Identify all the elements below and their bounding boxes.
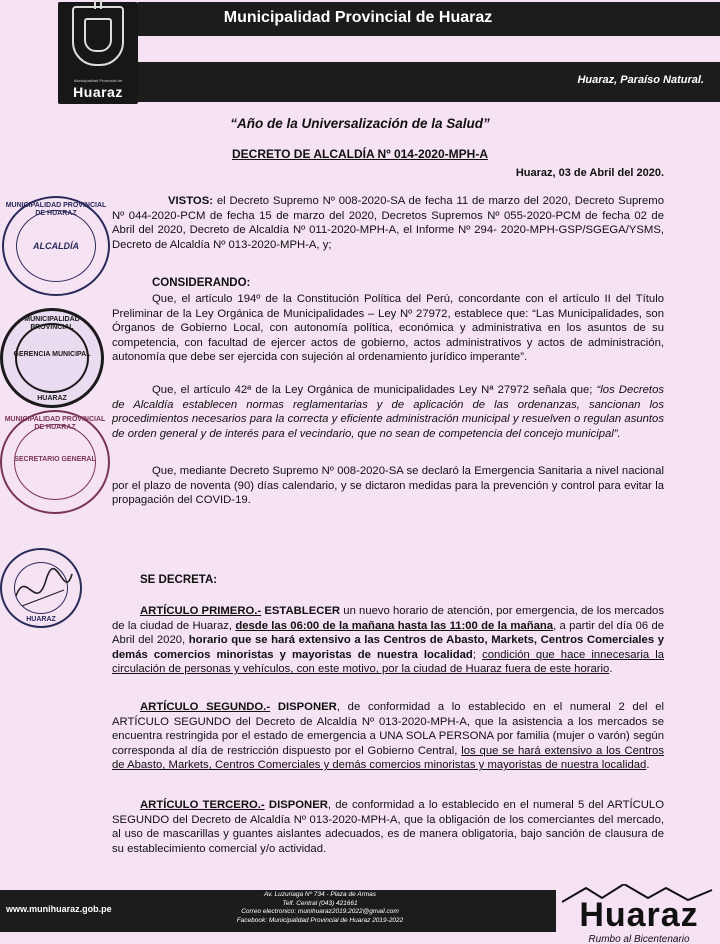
vistos-label: VISTOS: [168,195,213,207]
page-footer [0,880,720,944]
gerencia-stamp [0,308,104,408]
articulo-primero-verb: ESTABLECER [264,605,341,617]
articulo-tercero-verb: DISPONER [268,799,328,811]
articulo-primero-hours: desde las 06:00 de la mañana hasta las 11:00 de la mañana [235,619,554,632]
header-slogan-bar [138,62,720,102]
articulo-primero-label: ARTÍCULO PRIMERO.- [140,605,262,617]
vistos-text: el Decreto Supremo Nº 008-2020-SA de fecha 11 de marzo del 2020, Decreto Supremo Nº 044-2020-PCM de fecha 15 de marzo del 2020, Decretos Supremos Nº 055-2020-PCM de fecha 02 de Abril del 2020, Decreto de Alcaldía Nº 011-2020-MPH-A, el Informe Nº 294- 2020-MPH-GSP/SGEGA/YSMS, Decreto de Alcaldía Nº 013-2020-MPH-A, y; [112,195,665,251]
header-title-bar [138,2,720,36]
footer-brand [558,882,718,944]
footer-phone: Telf. Central (043) 421661 [282,899,358,907]
header-title: Municipalidad Provincial de Huaraz [223,9,493,26]
articulo-primero-text-3: ; [472,648,483,661]
articulo-tercero-label: ARTÍCULO TERCERO.- [140,799,265,811]
footer-brand-tagline: Rumbo al Bicentenario [588,934,690,944]
articulo-primero [112,604,664,677]
stamp-2-bottom-text: HUARAZ [37,395,67,402]
articulo-tercero-text: , de conformidad a lo establecido en el numeral 5 del ARTÍCULO SEGUNDO del Decreto de Alcaldía Nº 013-2020-MPH-A, que la obligación de los comerciantes del mercado, al uso de mascarillas y guantes aislantes adecuados, es de manera obligatoria, bajo sanción de clausura de su establecimiento comercial y/o actividad. [112,799,664,855]
footer-bar [0,890,556,932]
considerando-paragraph-2 [112,383,664,441]
footer-contact [200,891,440,925]
decree-title: DECRETO DE ALCALDÍA Nº 014-2020-MPH-A [232,147,488,161]
stamp-1-center-text: ALCALDÍA [33,241,79,251]
articulo-segundo [112,700,664,773]
considerando-p2-text: Que, el artículo 42ª de la Ley Orgánica de municipalidades Ley Nª 27972 señala que; [152,384,597,396]
articulo-segundo-text-1: , de conformidad a lo establecido en el numeral 2 del el ARTÍCULO SEGUNDO del Decreto de Alcaldía Nº 013-2020-MPH-A, que la asistencia a los mercados se encuentra restringida por el estado de emergencia a UNA SOLA PERSONA por familia (mujer o varón) según corresponda al día de restricción dispuesto por el Gobierno Central, [112,701,665,757]
articulo-primero-text-2: , a partir del día 06 de Abril del 2020, [112,619,665,647]
alcaldia-stamp [2,196,110,296]
footer-website[interactable]: www.munihuaraz.gob.pe [6,904,112,914]
articulo-primero-underline: condición que hace innecesaria la circulación de personas y vehículos, con este motivo, por la ciudad de Huaraz fuera de este horario [112,648,664,676]
stamp-1-ring-text: MUNICIPALIDAD PROVINCIAL DE HUARAZ [5,202,107,217]
considerando-heading: CONSIDERANDO: [152,277,251,289]
vistos-paragraph [112,194,664,252]
logo-caption: Municipalidad Provincial de [73,78,123,83]
footer-brand-name: Huaraz [579,896,699,934]
articulo-tercero [112,798,664,856]
logo-name: Huaraz [73,84,123,100]
crest-icon [72,6,124,66]
se-decreta-heading: SE DECRETA: [140,574,218,586]
header-slogan: Huaraz, Paraíso Natural. [577,74,704,86]
footer-address: Av. Luzuriaga Nº 734 - Plaza de Armas [263,891,377,898]
articulo-primero-text-1: un nuevo horario de atención, por emergencia, de los mercados de la ciudad de Huaraz, [112,605,664,632]
articulo-primero-text-4: . [609,663,613,676]
year-motto: “Año de la Universalización de la Salud” [230,116,490,131]
stamp-4-text: HUARAZ [26,616,56,623]
considerando-p2-quote: “los Decretos de Alcaldía establecen normas reglamentarias y de aplicación de las ordenanzas, sancionan los procedimientos necesarios para la correcta y eficiente administración municipal y resuelven o regulan asuntos de orden general y de interés para el vecindario, que no sean de competencia del concejo municipal”. [112,384,665,440]
footer-facebook[interactable]: Facebook: Municipalidad Provincial de Huaraz 2019-2022 [236,916,404,924]
stamp-2-center-text: GERENCIA MUNICIPAL [13,351,91,358]
huaraz-stamp [0,548,82,628]
articulo-primero-bold: horario que se hará extensivo a las Centros de Abasto, Markets, Centros Comerciales y demás comercios minoristas y mayoristas de nuestra localidad [112,634,664,661]
stamp-3-ring-text: MUNICIPALIDAD PROVINCIAL DE HUARAZ [4,416,106,431]
articulo-segundo-text-2: . [646,759,650,772]
footer-email[interactable]: Correo electronico: munihuaraz2019.2022@gmail.com [241,908,399,915]
municipality-logo [58,2,138,104]
stamp-3-center-text: SECRETARIO GENERAL [14,456,96,463]
articulo-segundo-underline: los que se hará extensivo a los Centros de Abasto, Markets, Centros Comerciales y demás comercios minoristas y mayoristas de nuestra localidad [112,744,664,772]
considerando-paragraph-1: Que, el artículo 194º de la Constitución Política del Perú, concordante con el artículo II del Título Preliminar de la Ley Orgánica de Municipalidades – Ley Nº 27972, establece que: “Las Municipalidades, son Órganos de Gobierno Local, con autonomía política, económica y administrativa en los asuntos de su competencia, con facultad de ejercer actos de gobierno, actos administrativos y actos de administración, autonomía que debe ser ejercida con sujeción al ordenamiento jurídico imperante”. [112,293,664,364]
decree-date: Huaraz, 03 de Abril del 2020. [515,167,664,179]
signature-icon [2,550,84,630]
articulo-segundo-verb: DISPONER [277,701,337,713]
considerando-paragraph-3: Que, mediante Decreto Supremo Nº 008-2020-SA se declaró la Emergencia Sanitaria a nivel nacional por el plazo de noventa (90) días calendario, y se dictaron medidas para la prevención y control para evitar la propagación del COVID-19. [112,465,664,507]
articulo-segundo-label: ARTÍCULO SEGUNDO.- [140,701,271,713]
secretario-stamp [0,410,110,514]
stamp-2-ring-text: MUNICIPALIDAD PROVINCIAL [24,316,80,331]
